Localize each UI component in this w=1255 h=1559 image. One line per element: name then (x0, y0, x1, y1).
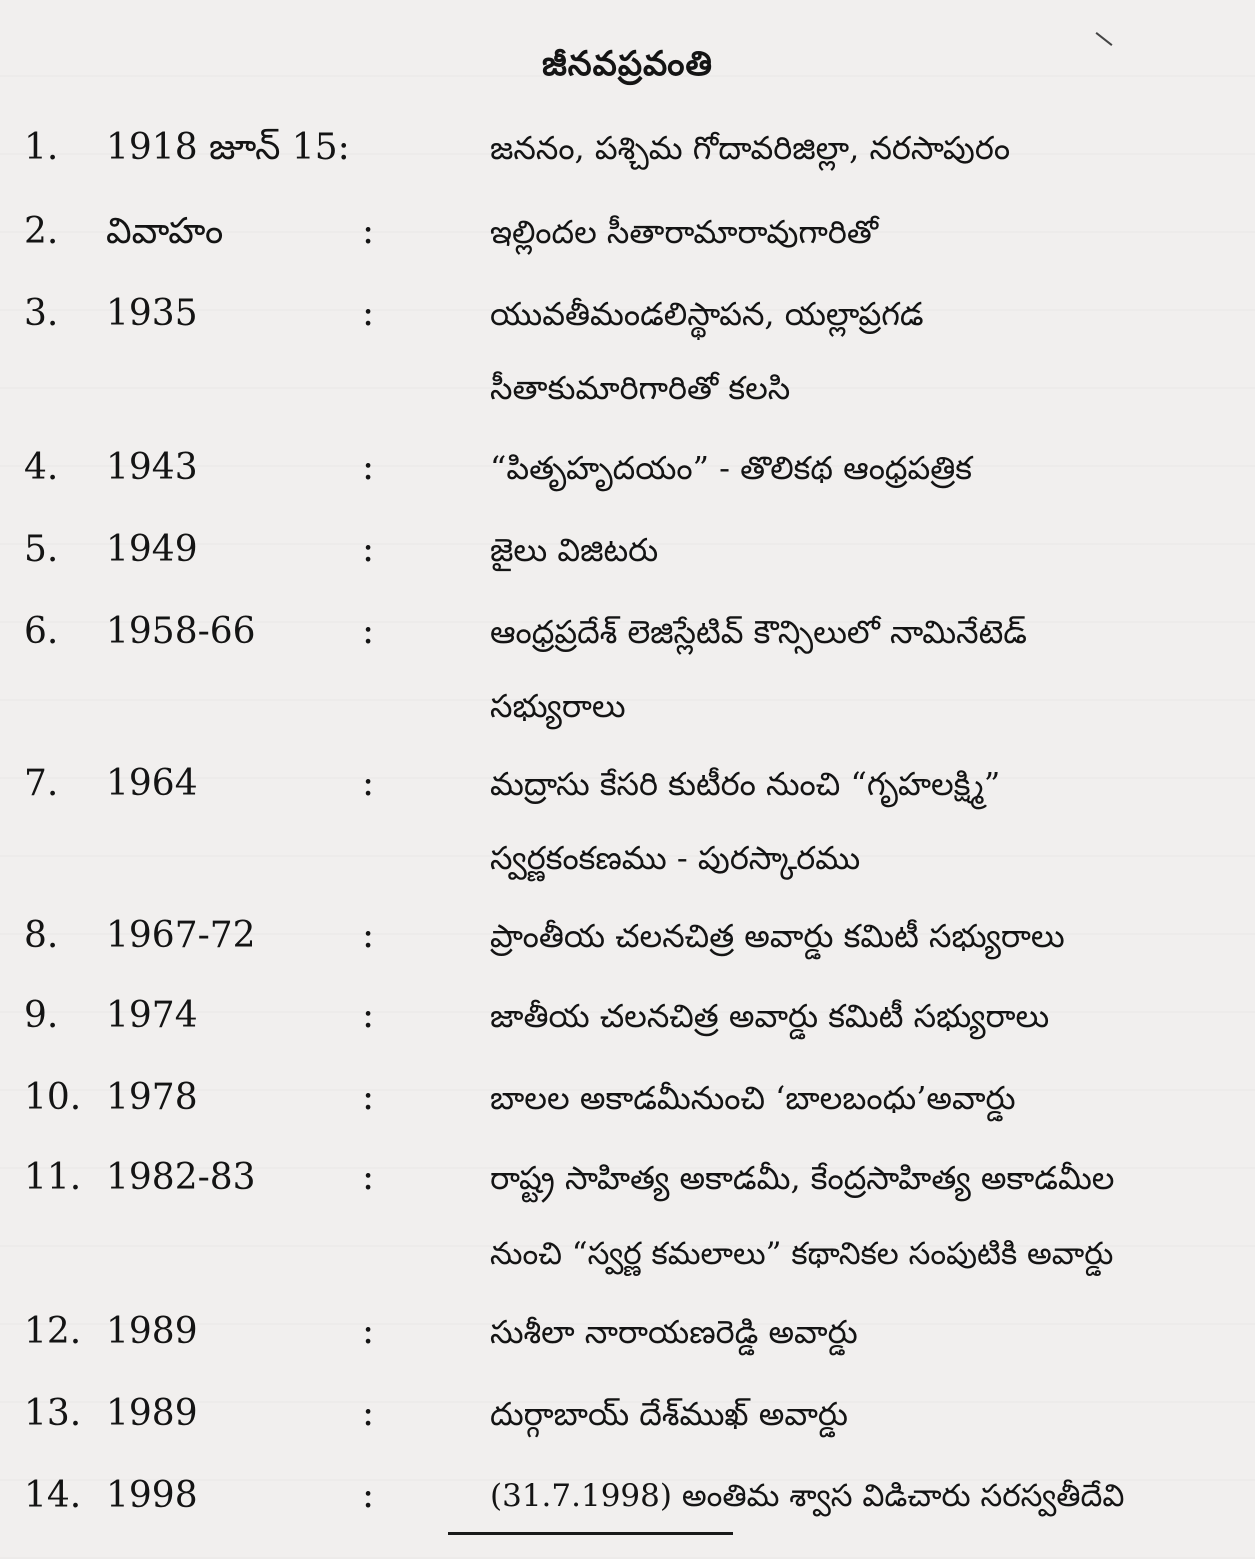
entry-number: 14. (24, 1475, 82, 1516)
entry-separator: : (362, 1311, 375, 1352)
entry-date: 1989 (106, 1311, 198, 1352)
entry-separator: : (362, 1077, 375, 1118)
entry-separator: : (362, 763, 375, 804)
entry-number: 11. (24, 1157, 82, 1198)
entry-description: యువతీమండలిస్థాపన, యల్లాప్రగడ (490, 295, 924, 333)
entry-number: 2. (24, 211, 59, 252)
entry-description: ఇల్లిందల సీతారామారావుగారితో (490, 213, 879, 251)
entry-separator: : (362, 995, 375, 1036)
entry-description: ఆంధ్రప్రదేశ్ లెజిస్లేటివ్ కౌన్సిలులో నామినేటెడ్ (490, 613, 1027, 651)
entry-date: 1967-72 (106, 915, 256, 956)
entry-number: 1. (24, 127, 59, 168)
entry-date: 1978 (106, 1077, 198, 1118)
entry-number: 8. (24, 915, 59, 956)
entry-separator: : (362, 293, 375, 334)
page-title: జీనవప్రవంతి (541, 44, 714, 84)
entry-description-line2: నుంచి “స్వర్ణ కమలాలు” కథానికల సంపుటికి అవార్డు (490, 1236, 1114, 1272)
entry-number: 9. (24, 995, 59, 1036)
entry-number: 3. (24, 293, 59, 334)
entry-description: మద్రాసు కేసరి కుటీరం నుంచి “గృహలక్ష్మి” (490, 765, 1001, 803)
entry-description: దుర్గాబాయ్ దేశ్‌ముఖ్ అవార్డు (490, 1395, 848, 1433)
entry-number: 13. (24, 1393, 82, 1434)
entry-description: “పితృహృదయం” - తొలికథ ఆంధ్రపత్రిక (490, 449, 972, 487)
entry-date: 1989 (106, 1393, 198, 1434)
entry-date: 1935 (106, 293, 198, 334)
entry-description-line2: సభ్యురాలు (490, 687, 626, 725)
entry-description-line2: స్వర్ణకంకణము - పురస్కారము (490, 839, 861, 877)
entry-separator: : (362, 211, 375, 252)
entry-description-line2: సీతాకుమారిగారితో కలసి (490, 369, 791, 407)
entry-date: 1974 (106, 995, 198, 1036)
entry-date: 1982-83 (106, 1157, 256, 1198)
entry-number: 10. (24, 1077, 82, 1118)
entry-separator: : (362, 447, 375, 488)
entry-date: వివాహం (106, 211, 224, 252)
entry-separator: : (362, 915, 375, 956)
entry-description: జననం, పశ్చిమ గోదావరిజిల్లా, నరసాపురం (490, 129, 1011, 167)
entry-description: జైలు విజిటరు (490, 531, 659, 569)
entry-separator: : (362, 611, 375, 652)
entry-separator: : (362, 1475, 375, 1516)
entry-date: 1964 (106, 763, 198, 804)
entry-description: (31.7.1998) అంతిమ శ్వాస విడిచారు సరస్వతీదేవి (490, 1478, 1125, 1514)
entry-description: ప్రాంతీయ చలనచిత్ర అవార్డు కమిటీ సభ్యురాలు (490, 917, 1065, 955)
entry-date: 1943 (106, 447, 198, 488)
entry-description: బాలల అకాడమీనుంచి ‘బాలబంధు’అవార్డు (490, 1079, 1016, 1117)
end-divider (448, 1532, 733, 1535)
entry-separator: : (362, 1157, 375, 1198)
entry-number: 4. (24, 447, 59, 488)
entry-date: 1958-66 (106, 611, 256, 652)
entry-separator: : (362, 529, 375, 570)
entry-number: 12. (24, 1311, 82, 1352)
entry-separator: : (362, 1393, 375, 1434)
entry-description: సుశీలా నారాయణరెడ్డి అవార్డు (490, 1313, 858, 1351)
entry-date: 1998 (106, 1475, 198, 1516)
entry-date: 1918 జూన్ 15: (106, 127, 350, 168)
entry-description: రాష్ట్ర సాహిత్య అకాడమీ, కేంద్రసాహిత్య అకాడమీల (490, 1159, 1115, 1197)
entry-date: 1949 (106, 529, 198, 570)
entry-number: 5. (24, 529, 59, 570)
entry-number: 6. (24, 611, 59, 652)
entry-number: 7. (24, 763, 59, 804)
entry-description: జాతీయ చలనచిత్ర అవార్డు కమిటీ సభ్యురాలు (490, 997, 1050, 1035)
